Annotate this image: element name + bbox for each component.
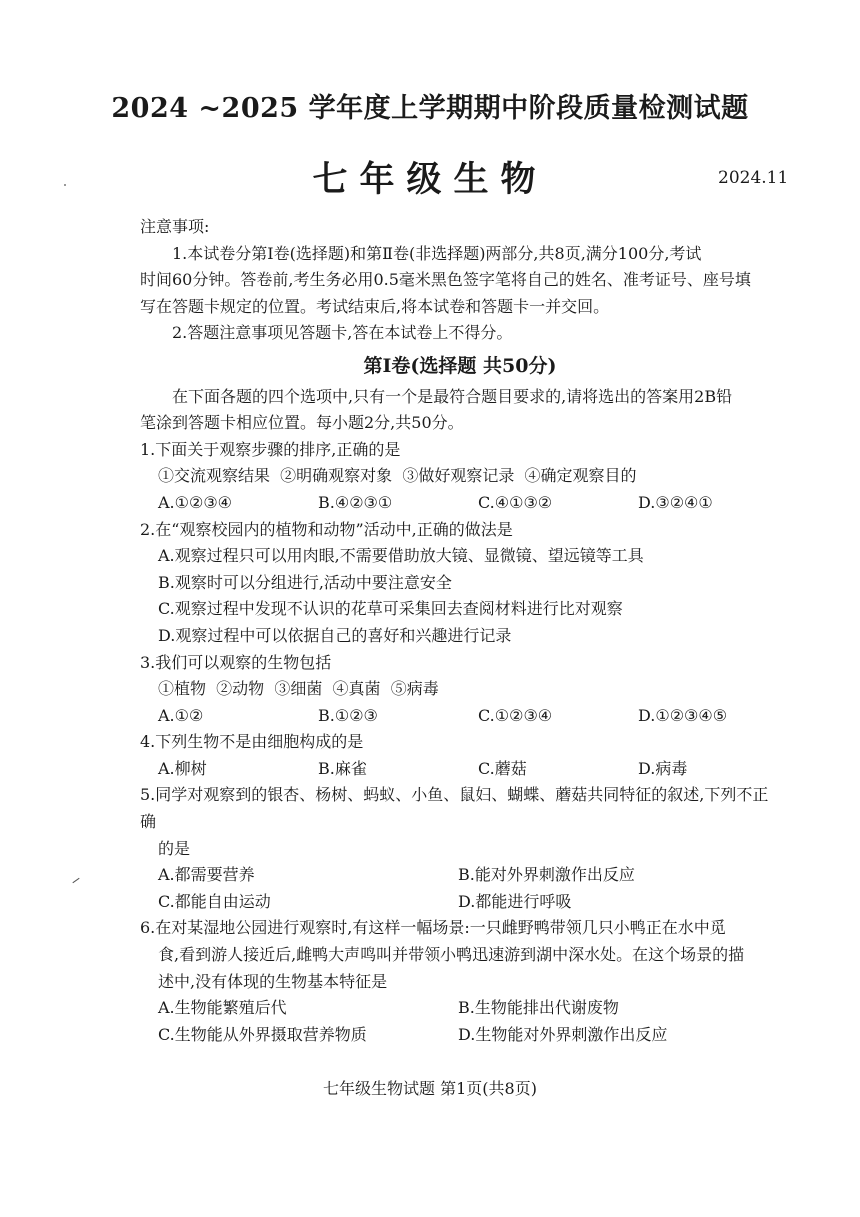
question-4-option-a: A.柳树	[158, 758, 207, 778]
question-4-stem: 4.下列生物不是由细胞构成的是	[140, 732, 364, 752]
question-4	[140, 729, 780, 782]
question-6-option-a: A.生物能繁殖后代	[158, 998, 287, 1018]
question-5-option-b: B.能对外界刺激作出反应	[458, 865, 635, 885]
notice-item-1-line-1: 1.本试卷分第Ⅰ卷(选择题)和第Ⅱ卷(非选择题)两部分,共8页,满分100分,考试	[172, 243, 702, 263]
notice-item-2: 2.答题注意事项见答题卡,答在本试卷上不得分。	[172, 323, 513, 343]
question-5-option-c: C.都能自由运动	[158, 891, 271, 911]
question-5-stem-line-2: 的是	[158, 838, 191, 858]
question-2-options	[140, 543, 780, 649]
question-6-stem-line-2: 食,看到游人接近后,雌鸭大声鸣叫并带领小鸭迅速游到湖中深水处。在这个场景的描	[158, 945, 745, 965]
question-2-option-d: D.观察过程中可以依据自己的喜好和兴趣进行记录	[158, 625, 512, 645]
notice-item-1-line-3: 写在答题卡规定的位置。考试结束后,将本试卷和答题卡一并交回。	[140, 296, 610, 316]
question-1-stem: 1.下面关于观察步骤的排序,正确的是	[140, 439, 401, 459]
section-1-instruction-line-2: 笔涂到答题卡相应位置。每小题2分,共50分。	[140, 413, 464, 433]
question-4-option-c: C.蘑菇	[478, 758, 527, 778]
question-1-option-d: D.③②④①	[638, 492, 713, 512]
question-2	[140, 517, 780, 650]
section-1-instruction-line-1: 在下面各题的四个选项中,只有一个是最符合题目要求的,请将选出的答案用2B铅	[172, 386, 733, 406]
question-1-option-b: B.④②③①	[318, 492, 393, 512]
exam-content	[140, 214, 780, 1048]
question-3-options	[140, 703, 780, 730]
question-3-option-c: C.①②③④	[478, 705, 553, 725]
question-5-stem-line-1: 5.同学对观察到的银杏、杨树、蚂蚁、小鱼、鼠妇、蝴蝶、蘑菇共同特征的叙述,下列不正确	[140, 785, 769, 832]
question-2-option-c: C.观察过程中发现不认识的花草可采集回去查阅材料进行比对观察	[158, 599, 623, 619]
question-2-option-b: B.观察时可以分组进行,活动中要注意安全	[158, 572, 452, 592]
question-5-option-a: A.都需要营养	[158, 865, 255, 885]
exam-title: 2024 ~2025 学年度上学期期中阶段质量检测试题	[111, 93, 749, 124]
question-5-option-d: D.都能进行呼吸	[458, 891, 572, 911]
question-1-options	[140, 490, 780, 517]
scan-mark	[72, 878, 79, 883]
section-1-title: 第Ⅰ卷(选择题 共50分)	[363, 354, 557, 377]
question-2-stem: 2.在“观察校园内的植物和动物”活动中,正确的做法是	[140, 519, 513, 539]
question-5	[140, 782, 780, 915]
exam-date: 2024.11	[718, 168, 789, 188]
question-3-items: ①植物 ②动物 ③细菌 ④真菌 ⑤病毒	[158, 679, 439, 699]
notice-item-1-line-2: 时间60分钟。答卷前,考生务必用0.5毫米黑色签字笔将自己的姓名、准考证号、座号填	[140, 270, 751, 290]
question-2-option-a: A.观察过程只可以用肉眼,不需要借助放大镜、显微镜、望远镜等工具	[158, 546, 644, 566]
question-3	[140, 650, 780, 730]
question-1	[140, 437, 780, 517]
question-6	[140, 915, 780, 1048]
page-footer: 七年级生物试题 第1页(共8页)	[323, 1079, 537, 1098]
question-6-stem-line-1: 6.在对某湿地公园进行观察时,有这样一幅场景:一只雌野鸭带领几只小鸭正在水中觅	[140, 918, 726, 938]
question-4-option-d: D.病毒	[638, 758, 688, 778]
notice-heading: 注意事项:	[140, 217, 210, 236]
question-1-option-c: C.④①③②	[478, 492, 553, 512]
question-3-option-a: A.①②	[158, 705, 204, 725]
question-6-option-b: B.生物能排出代谢废物	[458, 998, 619, 1018]
question-3-option-d: D.①②③④⑤	[638, 705, 728, 725]
question-4-options	[140, 756, 780, 783]
question-6-options	[140, 995, 780, 1048]
question-6-option-c: C.生物能从外界摄取营养物质	[158, 1024, 367, 1044]
question-4-option-b: B.麻雀	[318, 758, 367, 778]
question-3-stem: 3.我们可以观察的生物包括	[140, 652, 332, 672]
question-5-options	[140, 862, 780, 915]
subject-title: 七年级生物	[312, 159, 548, 200]
question-1-option-a: A.①②③④	[158, 492, 233, 512]
question-3-option-b: B.①②③	[318, 705, 378, 725]
question-6-option-d: D.生物能对外界刺激作出反应	[458, 1024, 668, 1044]
question-1-items: ①交流观察结果 ②明确观察对象 ③做好观察记录 ④确定观察目的	[158, 466, 637, 486]
question-6-stem-line-3: 述中,没有体现的生物基本特征是	[158, 971, 388, 991]
